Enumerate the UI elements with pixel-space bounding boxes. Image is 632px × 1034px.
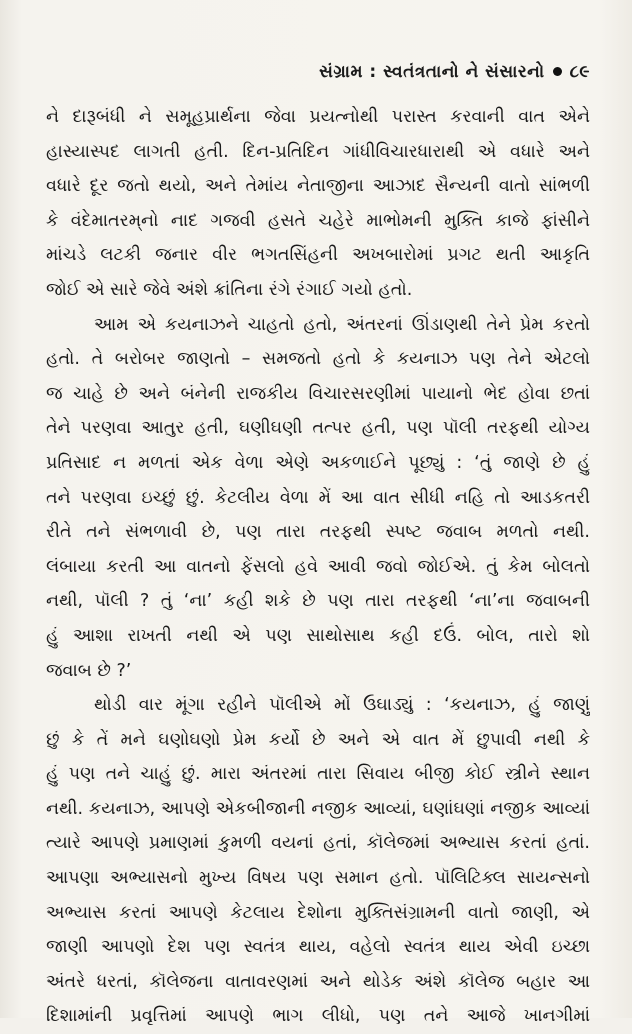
text-line: દિશામાંની પ્રવૃત્તિમાં આપણે ભાગ લીધો, પણ તને આજે ખાનગીમાં — [46, 1006, 590, 1027]
text-line: છું કે તેં મને ઘણોઘણો પ્રેમ કર્યો છે અને એ વાત મેં છુપાવી નથી કે — [46, 729, 590, 750]
text-line: કે વંદેમાતરમ્‌નો નાદ ગજવી હસતે ચહેરે માભોમની મુક્તિ કાજે ફાંસીને — [46, 210, 590, 231]
bullet-separator-icon — [553, 67, 562, 76]
text-line: જાણી આપણો દેશ પણ સ્વતંત્ર થાય, વહેલો સ્વતંત્ર થાય એવી ઇચ્છા — [46, 937, 590, 958]
text-line: જ ચાહે છે અને બંનેની રાજકીય વિચારસરણીમાં પાયાનો ભેદ હોવા છતાં — [46, 383, 590, 404]
text-line: ને દારૂબંધી ને સમૂહપ્રાર્થના જેવા પ્રયત્નોથી પરાસ્ત કરવાની વાત એને — [46, 107, 590, 127]
text-line: લંબાયા કરતી આ વાતનો ફેંસલો હવે આવી જવો જોઈએ. તું કેમ બોલતો — [46, 556, 590, 577]
text-line: રીતે તને સંભળાવી છે, પણ તારા તરફથી સ્પષ્ટ જવાબ મળતો નથી. — [46, 522, 590, 543]
text-line: અભ્યાસ કરતાં આપણે કેટલાય દેશોના મુક્તિસંગ્રામની વાતો જાણી, એ — [46, 902, 590, 923]
text-line: હું આશા રાખતી નથી એ પણ સાથોસાથ કહી દઉં. બોલ, તારો શો — [46, 625, 590, 646]
paragraph — [46, 688, 590, 1034]
text-line: આમ એ કયનાઝને ચાહતો હતો, અંતરનાં ઊંડાણથી તેને પ્રેમ કરતો — [94, 314, 590, 335]
body-text — [46, 100, 590, 1034]
text-line: પ્રતિસાદ ન મળતાં એક વેળા એણે અકળાઈને પૂછ્યું : ‘તું જાણે છે હું — [46, 452, 590, 473]
text-line: નથી, પૉલી ? તું ‘ના’ કહી શકે છે પણ તારા તરફથી ‘ના’ના જવાબની — [46, 591, 590, 612]
text-line: હું પણ તને ચાહું છું. મારા અંતરમાં તારા સિવાય બીજી કોઈ સ્ત્રીને સ્થાન — [46, 764, 590, 785]
text-line: તેને પરણવા આતુર હતી, ઘણીઘણી તત્પર હતી, પણ પૉલી તરફથી યોગ્ય — [46, 418, 590, 439]
page-number: ૮૯ — [569, 62, 590, 82]
running-header — [319, 62, 590, 82]
text-line: અંતરે ધરતાં, કૉલેજના વાતાવરણમાં અને થોડેક અંશે કૉલેજ બહાર આ — [46, 971, 590, 992]
text-line: ત્યારે આપણે પ્રમાણમાં કુમળી વયનાં હતાં, કૉલેજમાં અભ્યાસ કરતાં હતાં. — [46, 833, 590, 854]
text-line: માંચડે લટકી જનાર વીર ભગતસિંહની અખબારોમાં પ્રગટ થતી આકૃતિ — [46, 245, 590, 266]
text-line: જોઈ એ સારે જેવે અંશે ક્રાંતિના રંગે રંગાઈ ગયો હતો. — [46, 279, 413, 300]
text-line: હાસ્યાસ્પદ લાગતી હતી. દિન-પ્રતિદિન ગાંધીવિચારધારાથી એ વધારે અને — [46, 141, 590, 162]
text-line: વધારે દૂર જતો થયો, અને તેમાંય નેતાજીના આઝાદ સૈન્યની વાતો સાંભળી — [46, 176, 590, 197]
paragraph — [46, 308, 590, 689]
text-line: તને પરણવા ઇચ્છું છું. કેટલીય વેળા મેં આ વાત સીધી નહિ તો આડકતરી — [46, 487, 590, 508]
running-title: સંગ્રામ : સ્વતંત્રતાનો ને સંસારનો — [319, 62, 545, 82]
text-line: થોડી વાર મૂંગા રહીને પૉલીએ મોં ઉઘાડ્યું : ‘કયનાઝ, હું જાણું — [94, 695, 590, 716]
text-line: નથી. કયનાઝ, આપણે એકબીજાની નજીક આવ્યાં, ઘણાંઘણાં નજીક આવ્યાં — [46, 798, 590, 819]
paragraph — [46, 100, 590, 308]
text-line: આપણા અભ્યાસનો મુખ્ય વિષય પણ સમાન હતો. પૉલિટિક્લ સાયન્સનો — [46, 868, 590, 889]
text-line: જવાબ છે ?’ — [46, 660, 132, 681]
text-line: હતો. તે બરોબર જાણતો – સમજતો હતો કે કયનાઝ પણ તેને એટલો — [46, 349, 590, 370]
